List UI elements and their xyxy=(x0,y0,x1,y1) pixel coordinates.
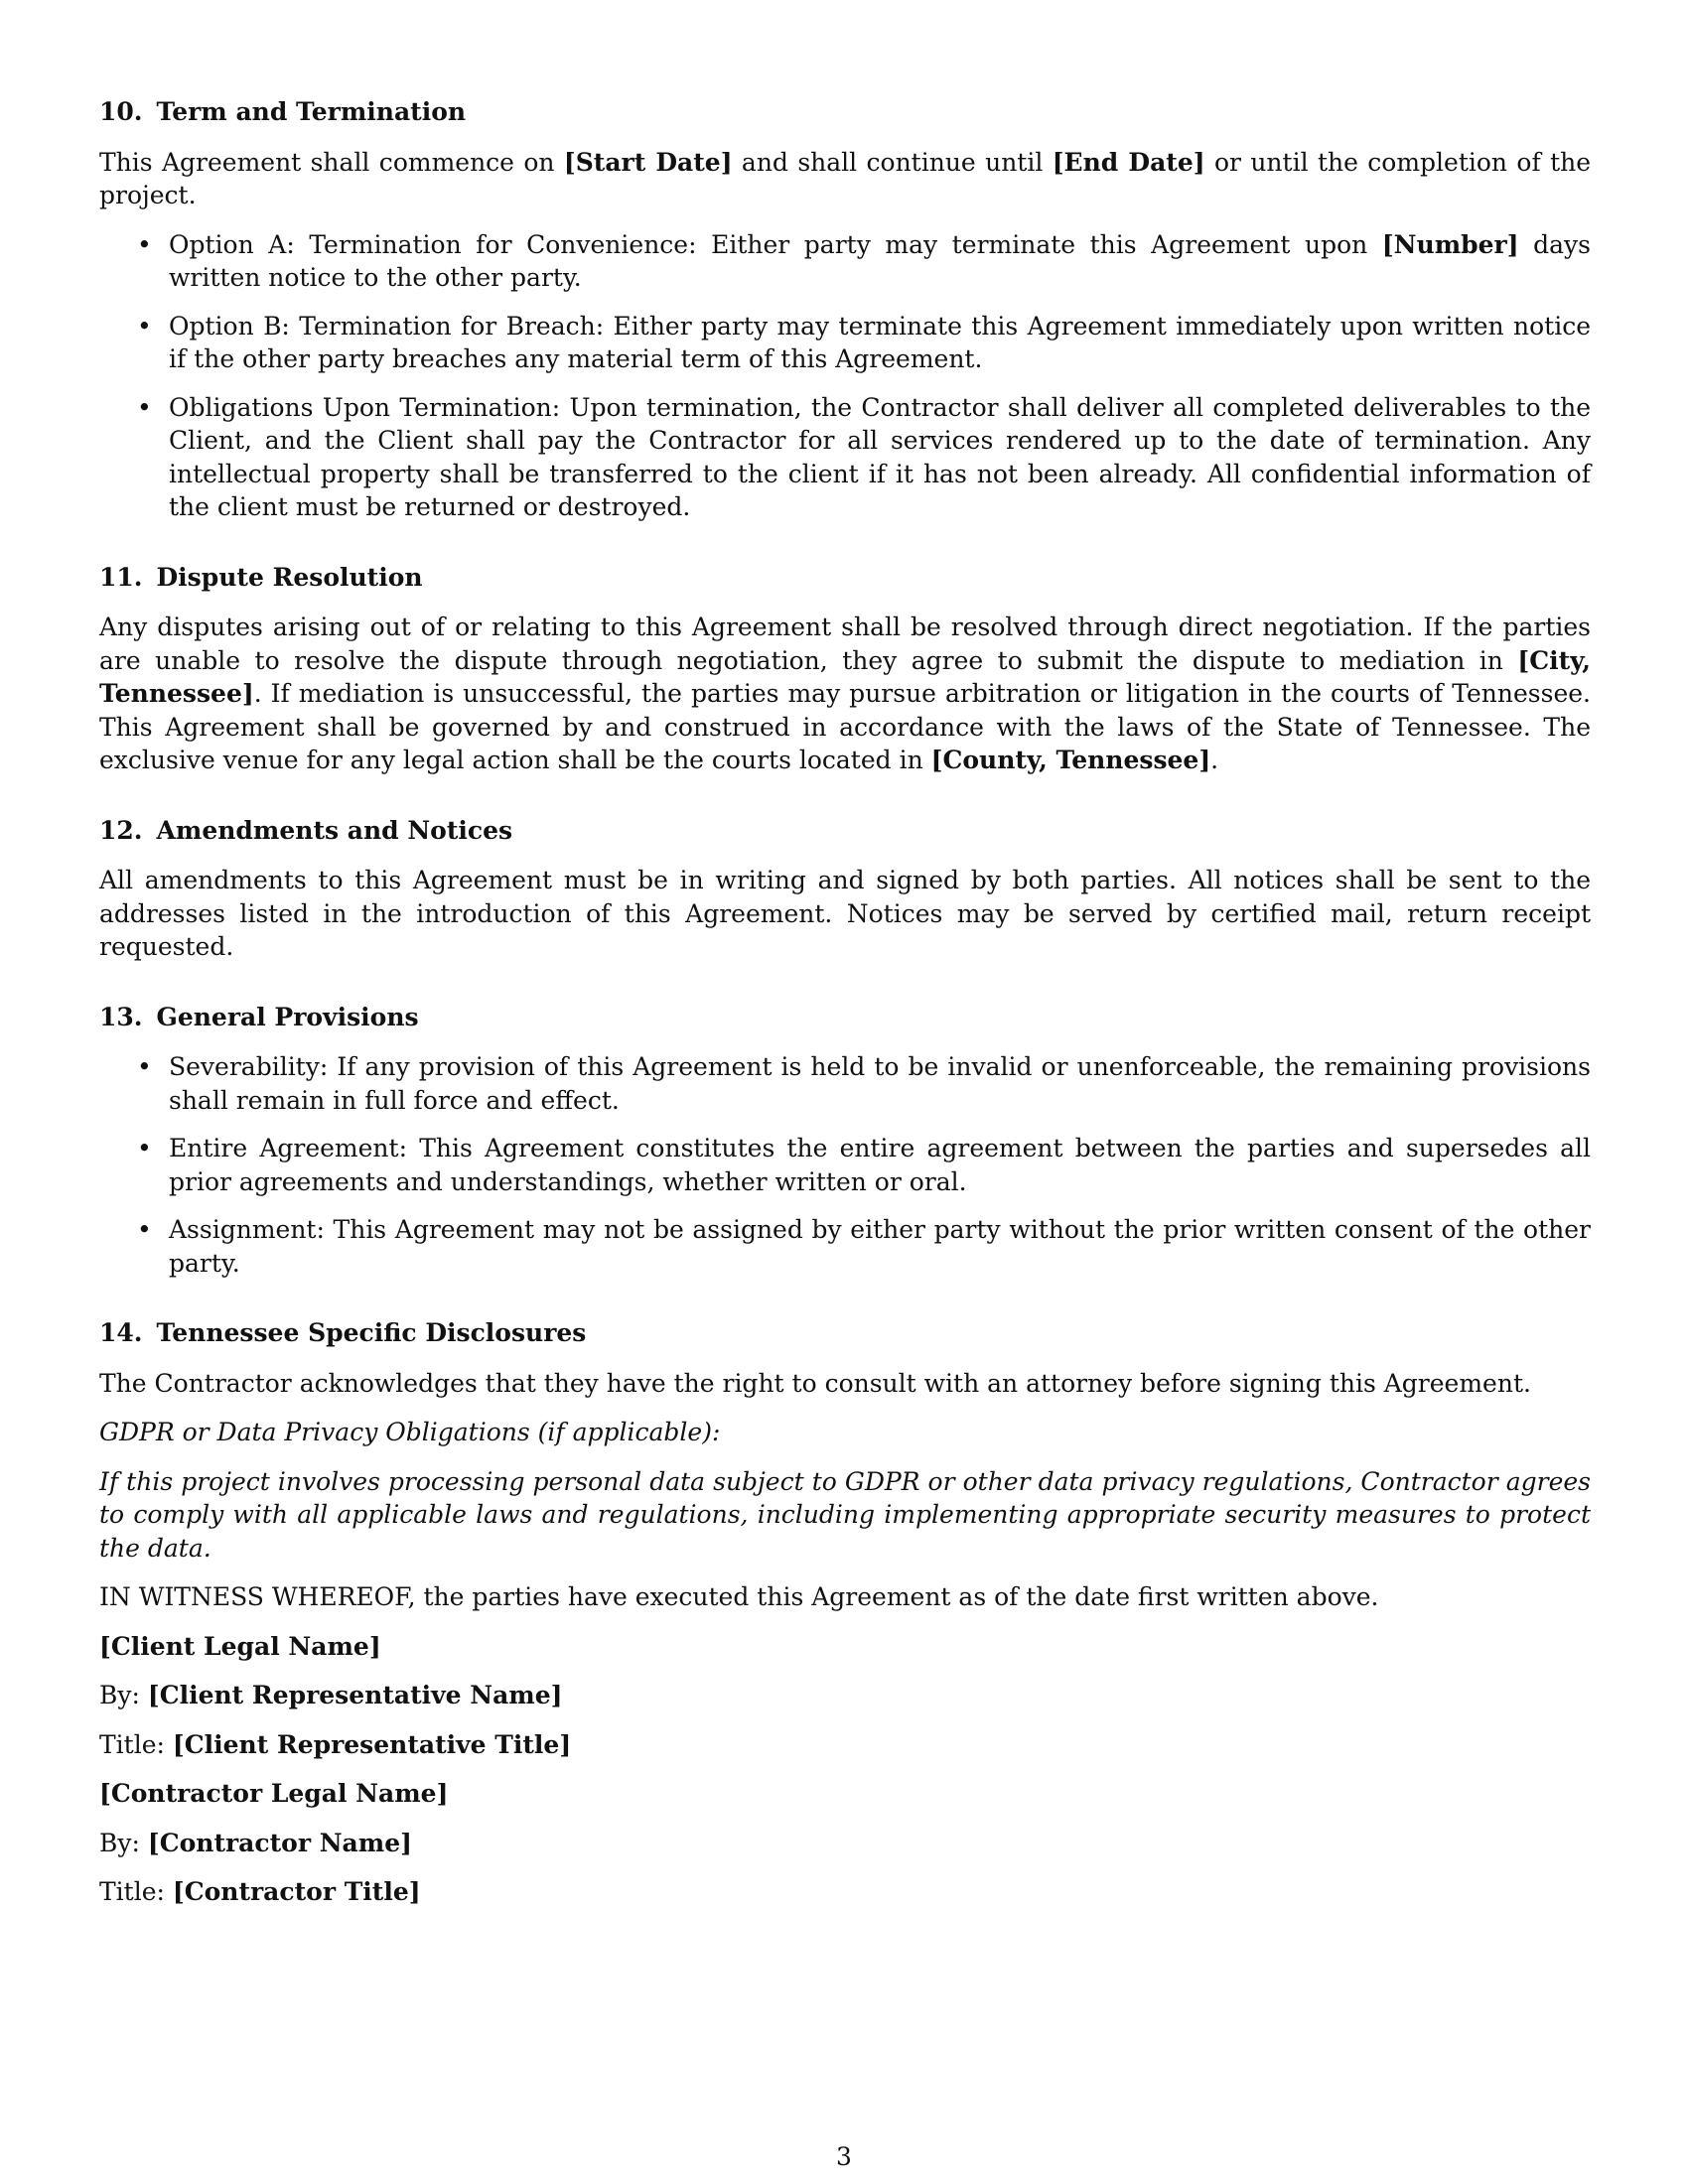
gdpr-heading: GDPR or Data Privacy Obligations (if applicable): xyxy=(99,1418,721,1446)
signature-block xyxy=(99,1630,1591,1909)
section-title: Term and Termination xyxy=(156,97,467,126)
document-page xyxy=(99,95,1591,1925)
client-by-line xyxy=(99,1679,1591,1712)
end-date-placeholder: [End Date] xyxy=(1052,147,1205,177)
contractor-title-placeholder: [Contractor Title] xyxy=(172,1877,421,1906)
list-item-assignment xyxy=(99,1213,1591,1280)
section-title: Dispute Resolution xyxy=(156,562,423,592)
section-number: 12. xyxy=(99,815,143,845)
section-amendments-and-notices xyxy=(99,814,1591,964)
text-run: Option A: Termination for Convenience: Either party may terminate this Agreement upon xyxy=(169,229,1382,259)
contractor-legal-name-placeholder: [Contractor Legal Name] xyxy=(99,1779,449,1808)
text-run: Assignment: This Agreement may not be assigned by either party without the prior written consent of the other party. xyxy=(169,1215,1591,1278)
witness-paragraph: IN WITNESS WHEREOF, the parties have executed this Agreement as of the date first written above. xyxy=(99,1582,1379,1611)
start-date-placeholder: [Start Date] xyxy=(563,147,733,177)
section-heading xyxy=(99,814,1591,848)
text-run: or until the completion of the project. xyxy=(99,147,1592,209)
bullet-marker: • xyxy=(137,229,152,259)
dispute-paragraph xyxy=(99,611,1591,777)
section-term-and-termination xyxy=(99,95,1591,524)
text-run: Option B: Termination for Breach: Either party may terminate this Agreement immediately upon written notice if the other party breaches any material term of this Agreement. xyxy=(169,311,1591,373)
section-tennessee-disclosures xyxy=(99,1316,1591,1614)
text-run: and shall continue until xyxy=(732,147,1053,177)
city-placeholder: [City, Tennessee] xyxy=(99,645,1591,708)
list-item-obligations xyxy=(99,391,1591,524)
term-intro-paragraph xyxy=(99,146,1591,212)
section-heading xyxy=(99,1001,1591,1034)
section-heading xyxy=(99,95,1591,129)
contractor-rep-placeholder: [Contractor Name] xyxy=(147,1828,412,1857)
list-item-severability xyxy=(99,1050,1591,1117)
by-label: By: xyxy=(99,1828,148,1857)
text-run: Severability: If any provision of this Agreement is held to be invalid or unenforceable, the remaining provisions shall remain in full force and effect. xyxy=(169,1052,1591,1115)
section-number: 14. xyxy=(99,1318,143,1347)
title-label: Title: xyxy=(99,1729,173,1759)
section-heading xyxy=(99,561,1591,595)
section-number: 11. xyxy=(99,562,143,592)
section-number: 10. xyxy=(99,97,143,126)
number-placeholder: [Number] xyxy=(1381,229,1519,259)
bullet-marker: • xyxy=(137,1052,152,1081)
by-label: By: xyxy=(99,1681,148,1709)
text-run: days written notice to the other party. xyxy=(169,229,1591,292)
text-run: Entire Agreement: This Agreement constitutes the entire agreement between the parties and supersedes all prior agreements and understandings, whether written or oral. xyxy=(169,1134,1591,1196)
client-title-line xyxy=(99,1728,1591,1762)
bullet-marker: • xyxy=(137,311,152,341)
client-legal-name xyxy=(99,1630,1591,1664)
client-rep-placeholder: [Client Representative Name] xyxy=(147,1681,563,1709)
gdpr-paragraph: If this project involves processing personal data subject to GDPR or other data privacy regulations, Contractor agrees to comply with all applicable laws and regulations, including implementing appropriate security measures to protect the data. xyxy=(99,1466,1591,1563)
contractor-title-line xyxy=(99,1875,1591,1909)
text-run: . xyxy=(1210,746,1219,774)
section-heading xyxy=(99,1316,1591,1350)
section-title: Tennessee Specific Disclosures xyxy=(156,1318,587,1347)
client-title-placeholder: [Client Representative Title] xyxy=(172,1729,572,1759)
section-dispute-resolution xyxy=(99,561,1591,777)
text-run: Any disputes arising out of or relating to this Agreement shall be resolved through direct negotiation. If the parties are unable to resolve the dispute through negotiation, they agree to submit the dispute to mediation in xyxy=(99,613,1591,675)
section-title: Amendments and Notices xyxy=(156,815,513,845)
contractor-by-line xyxy=(99,1827,1591,1860)
attorney-paragraph: The Contractor acknowledges that they have the right to consult with an attorney before signing this Agreement. xyxy=(99,1368,1531,1398)
list-item-entire-agreement xyxy=(99,1132,1591,1198)
bullet-marker: • xyxy=(137,1134,152,1162)
title-label: Title: xyxy=(99,1877,173,1906)
termination-options-list xyxy=(99,228,1591,524)
page-number: 3 xyxy=(836,2142,852,2171)
county-placeholder: [County, Tennessee] xyxy=(930,746,1211,774)
contractor-legal-name xyxy=(99,1777,1591,1811)
section-title: General Provisions xyxy=(156,1002,419,1031)
list-item-option-a xyxy=(99,228,1591,295)
text-run: This Agreement shall commence on xyxy=(99,147,564,177)
amendments-paragraph: All amendments to this Agreement must be in writing and signed by both parties. All notices shall be sent to the addresses listed in the introduction of this Agreement. Notices may be served by certified mail, return receipt requested. xyxy=(99,866,1591,961)
bullet-marker: • xyxy=(137,1215,152,1244)
client-legal-name-placeholder: [Client Legal Name] xyxy=(99,1631,381,1661)
list-item-option-b xyxy=(99,310,1591,376)
text-run: Obligations Upon Termination: Upon termination, the Contractor shall deliver all completed deliverables to the Client, and the Client shall pay the Contractor for all services rendered up to the date of termination. Any intellectual property shall be transferred to the client if it has not been already. All confidential information of the client must be returned or destroyed. xyxy=(169,392,1591,521)
section-general-provisions xyxy=(99,1001,1591,1281)
general-provisions-list xyxy=(99,1050,1591,1280)
bullet-marker: • xyxy=(137,392,152,422)
text-run: . If mediation is unsuccessful, the parties may pursue arbitration or litigation in the courts of Tennessee. This Agreement shall be governed by and construed in accordance with the laws of the State of Tennessee. The exclusive venue for any legal action shall be the courts located in xyxy=(99,679,1591,774)
section-number: 13. xyxy=(99,1002,143,1031)
